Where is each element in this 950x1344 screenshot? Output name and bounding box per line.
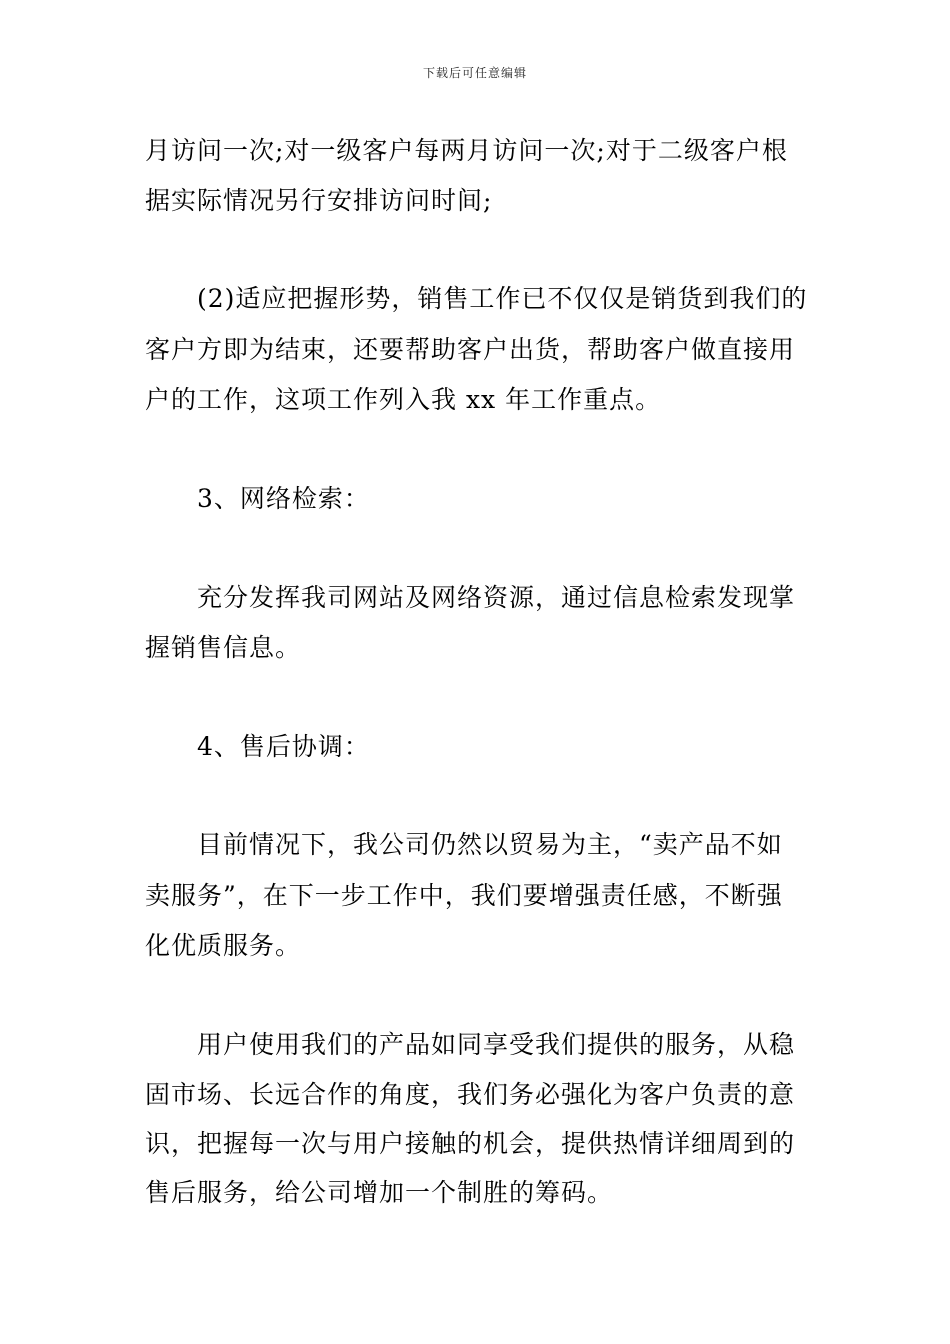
- section-heading: 3、网络检索：: [197, 484, 370, 513]
- text-line: 识，把握每一次与用户接触的机会，提供热情详细周到的: [145, 1129, 796, 1158]
- section-heading: 4、售后协调：: [197, 732, 370, 761]
- text-line: 卖服务”，在下一步工作中，我们要增强责任感，不断强: [145, 881, 783, 910]
- page-header-watermark: 下载后可任意编辑: [422, 66, 527, 80]
- text-line: 月访问一次;对一级客户每两月访问一次;对于二级客户根: [145, 136, 788, 165]
- text-line: 用户使用我们的产品如同享受我们提供的服务，从稳: [197, 1030, 796, 1059]
- text-line: 户的工作，这项工作列入我 xx 年工作重点。: [145, 385, 662, 414]
- text-line: 充分发挥我司网站及网络资源，通过信息检索发现掌: [197, 583, 796, 612]
- text-line: 目前情况下，我公司仍然以贸易为主，“卖产品不如: [197, 830, 783, 859]
- text-line: (2)适应把握形势，销售工作已不仅仅是销货到我们的: [197, 284, 808, 313]
- text-line: 固市场、长远合作的角度，我们务必强化为客户负责的意: [145, 1080, 796, 1109]
- text-line: 售后服务，给公司增加一个制胜的筹码。: [145, 1178, 614, 1207]
- text-line: 客户方即为结束，还要帮助客户出货，帮助客户做直接用: [145, 335, 796, 364]
- text-line: 化优质服务。: [145, 931, 302, 960]
- text-line: 握销售信息。: [145, 633, 302, 662]
- text-line: 据实际情况另行安排访问时间;: [145, 186, 493, 215]
